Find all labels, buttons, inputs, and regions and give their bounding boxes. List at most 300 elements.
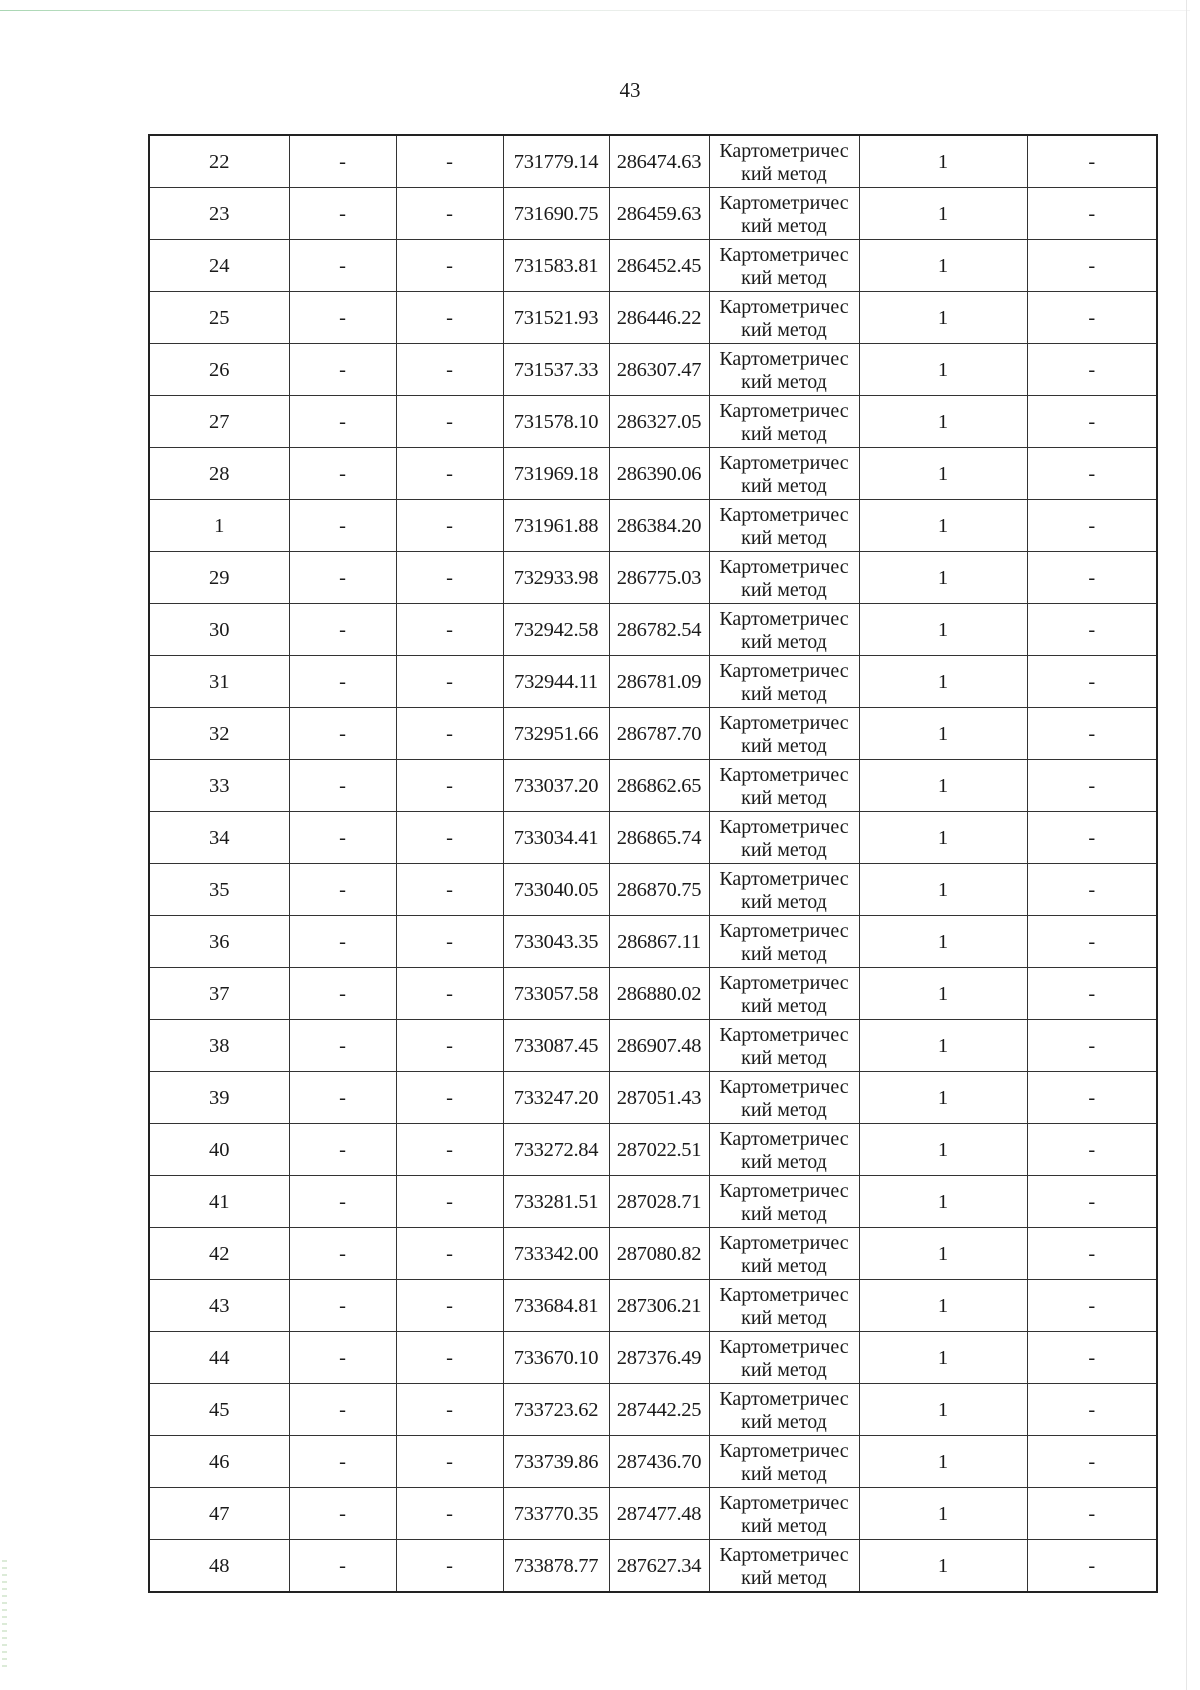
cell-coordinate-x: 733040.05	[503, 864, 609, 916]
table-row	[149, 448, 1157, 500]
cell-precision: 1	[859, 1436, 1027, 1488]
cell-column-9: -	[1027, 552, 1157, 604]
cell-column-2: -	[289, 135, 396, 188]
cell-column-2: -	[289, 708, 396, 760]
cell-point-number: 37	[149, 968, 289, 1020]
method-line-2: кий метод	[741, 1254, 827, 1277]
cell-column-3: -	[396, 1124, 503, 1176]
cell-column-2: -	[289, 864, 396, 916]
method-line-2: кий метод	[741, 1150, 827, 1173]
method-line-1: Картометричес	[719, 139, 849, 162]
table-row	[149, 760, 1157, 812]
cell-column-9: -	[1027, 240, 1157, 292]
page-number: 43	[619, 78, 641, 102]
cell-column-9: -	[1027, 1072, 1157, 1124]
cell-column-2: -	[289, 500, 396, 552]
method-line-1: Картометричес	[719, 1179, 849, 1202]
cell-point-number: 25	[149, 292, 289, 344]
method-line-1: Картометричес	[719, 607, 849, 630]
cell-column-9: -	[1027, 916, 1157, 968]
method-line-2: кий метод	[741, 1462, 827, 1485]
cell-column-2: -	[289, 552, 396, 604]
method-line-2: кий метод	[741, 942, 827, 965]
cell-column-3: -	[396, 1384, 503, 1436]
method-line-1: Картометричес	[719, 555, 849, 578]
cell-point-number: 23	[149, 188, 289, 240]
scan-edge-left	[2, 1560, 7, 1670]
cell-method	[709, 1020, 859, 1072]
cell-column-3: -	[396, 1488, 503, 1540]
cell-column-9: -	[1027, 760, 1157, 812]
method-line-2: кий метод	[741, 266, 827, 289]
method-line-2: кий метод	[741, 1202, 827, 1225]
cell-precision: 1	[859, 968, 1027, 1020]
cell-method	[709, 1280, 859, 1332]
cell-column-3: -	[396, 552, 503, 604]
cell-column-2: -	[289, 292, 396, 344]
cell-column-9: -	[1027, 812, 1157, 864]
cell-column-9: -	[1027, 864, 1157, 916]
table-row	[149, 552, 1157, 604]
cell-column-9: -	[1027, 344, 1157, 396]
cell-coordinate-y: 286390.06	[609, 448, 709, 500]
cell-method	[709, 1332, 859, 1384]
method-line-2: кий метод	[741, 1098, 827, 1121]
cell-coordinate-x: 731969.18	[503, 448, 609, 500]
cell-column-2: -	[289, 604, 396, 656]
table-row	[149, 500, 1157, 552]
cell-column-3: -	[396, 135, 503, 188]
cell-coordinate-x: 731779.14	[503, 135, 609, 188]
cell-coordinate-y: 286452.45	[609, 240, 709, 292]
cell-coordinate-x: 733342.00	[503, 1228, 609, 1280]
cell-coordinate-y: 287028.71	[609, 1176, 709, 1228]
method-line-1: Картометричес	[719, 1491, 849, 1514]
cell-column-2: -	[289, 1384, 396, 1436]
cell-column-9: -	[1027, 1228, 1157, 1280]
cell-method	[709, 500, 859, 552]
cell-point-number: 38	[149, 1020, 289, 1072]
cell-coordinate-x: 732951.66	[503, 708, 609, 760]
cell-coordinate-x: 731521.93	[503, 292, 609, 344]
cell-point-number: 41	[149, 1176, 289, 1228]
cell-method	[709, 708, 859, 760]
cell-precision: 1	[859, 1540, 1027, 1593]
cell-precision: 1	[859, 1176, 1027, 1228]
cell-column-3: -	[396, 1020, 503, 1072]
cell-coordinate-y: 287477.48	[609, 1488, 709, 1540]
cell-column-9: -	[1027, 604, 1157, 656]
cell-coordinate-x: 731583.81	[503, 240, 609, 292]
cell-point-number: 43	[149, 1280, 289, 1332]
table-row	[149, 1436, 1157, 1488]
cell-coordinate-x: 733723.62	[503, 1384, 609, 1436]
cell-method	[709, 1176, 859, 1228]
table-row	[149, 1332, 1157, 1384]
table-row	[149, 135, 1157, 188]
method-line-1: Картометричес	[719, 347, 849, 370]
method-line-2: кий метод	[741, 214, 827, 237]
table-row	[149, 1280, 1157, 1332]
cell-column-3: -	[396, 1228, 503, 1280]
cell-coordinate-y: 286775.03	[609, 552, 709, 604]
method-line-2: кий метод	[741, 734, 827, 757]
method-line-2: кий метод	[741, 1358, 827, 1381]
cell-point-number: 35	[149, 864, 289, 916]
cell-column-9: -	[1027, 1280, 1157, 1332]
cell-coordinate-y: 286307.47	[609, 344, 709, 396]
cell-precision: 1	[859, 292, 1027, 344]
cell-method	[709, 396, 859, 448]
method-line-1: Картометричес	[719, 971, 849, 994]
cell-point-number: 30	[149, 604, 289, 656]
cell-coordinate-y: 287442.25	[609, 1384, 709, 1436]
table-row	[149, 916, 1157, 968]
cell-point-number: 48	[149, 1540, 289, 1593]
method-line-1: Картометричес	[719, 1023, 849, 1046]
cell-method	[709, 1124, 859, 1176]
table-row	[149, 344, 1157, 396]
cell-column-3: -	[396, 1176, 503, 1228]
cell-coordinate-y: 287436.70	[609, 1436, 709, 1488]
cell-column-3: -	[396, 396, 503, 448]
cell-column-3: -	[396, 188, 503, 240]
cell-point-number: 36	[149, 916, 289, 968]
table-row	[149, 1488, 1157, 1540]
method-line-2: кий метод	[741, 1306, 827, 1329]
cell-precision: 1	[859, 135, 1027, 188]
cell-method	[709, 968, 859, 1020]
cell-column-9: -	[1027, 968, 1157, 1020]
cell-column-3: -	[396, 1072, 503, 1124]
cell-precision: 1	[859, 396, 1027, 448]
cell-column-2: -	[289, 448, 396, 500]
cell-point-number: 31	[149, 656, 289, 708]
cell-method	[709, 448, 859, 500]
cell-method	[709, 552, 859, 604]
cell-column-9: -	[1027, 292, 1157, 344]
table-row	[149, 396, 1157, 448]
cell-column-2: -	[289, 656, 396, 708]
cell-point-number: 39	[149, 1072, 289, 1124]
scan-edge-right	[1186, 0, 1187, 1690]
cell-point-number: 29	[149, 552, 289, 604]
cell-method	[709, 292, 859, 344]
cell-point-number: 33	[149, 760, 289, 812]
cell-method	[709, 1228, 859, 1280]
cell-method	[709, 1384, 859, 1436]
cell-precision: 1	[859, 708, 1027, 760]
cell-precision: 1	[859, 916, 1027, 968]
method-line-1: Картометричес	[719, 919, 849, 942]
table-row	[149, 968, 1157, 1020]
method-line-1: Картометричес	[719, 1387, 849, 1410]
cell-precision: 1	[859, 448, 1027, 500]
cell-coordinate-x: 733057.58	[503, 968, 609, 1020]
cell-coordinate-y: 286787.70	[609, 708, 709, 760]
cell-precision: 1	[859, 1332, 1027, 1384]
table-row	[149, 864, 1157, 916]
cell-coordinate-y: 287080.82	[609, 1228, 709, 1280]
cell-column-9: -	[1027, 188, 1157, 240]
table-row	[149, 188, 1157, 240]
cell-coordinate-y: 287376.49	[609, 1332, 709, 1384]
cell-coordinate-y: 286384.20	[609, 500, 709, 552]
cell-column-2: -	[289, 1332, 396, 1384]
cell-point-number: 1	[149, 500, 289, 552]
table-row	[149, 1384, 1157, 1436]
cell-point-number: 40	[149, 1124, 289, 1176]
cell-method	[709, 1436, 859, 1488]
table-row	[149, 1540, 1157, 1593]
cell-column-3: -	[396, 864, 503, 916]
table-row	[149, 240, 1157, 292]
cell-coordinate-y: 286474.63	[609, 135, 709, 188]
cell-point-number: 42	[149, 1228, 289, 1280]
cell-coordinate-x: 732933.98	[503, 552, 609, 604]
method-line-2: кий метод	[741, 318, 827, 341]
cell-precision: 1	[859, 604, 1027, 656]
cell-coordinate-y: 287022.51	[609, 1124, 709, 1176]
cell-method	[709, 135, 859, 188]
table-row	[149, 708, 1157, 760]
cell-coordinate-x: 733739.86	[503, 1436, 609, 1488]
cell-coordinate-x: 733281.51	[503, 1176, 609, 1228]
cell-column-3: -	[396, 1540, 503, 1593]
cell-coordinate-y: 286781.09	[609, 656, 709, 708]
cell-precision: 1	[859, 812, 1027, 864]
method-line-1: Картометричес	[719, 1543, 849, 1566]
cell-method	[709, 1488, 859, 1540]
cell-method	[709, 916, 859, 968]
method-line-1: Картометричес	[719, 1231, 849, 1254]
cell-column-3: -	[396, 292, 503, 344]
cell-column-2: -	[289, 1436, 396, 1488]
table-row	[149, 1124, 1157, 1176]
cell-column-2: -	[289, 916, 396, 968]
cell-column-9: -	[1027, 1384, 1157, 1436]
method-line-2: кий метод	[741, 162, 827, 185]
table-row	[149, 1228, 1157, 1280]
method-line-2: кий метод	[741, 994, 827, 1017]
method-line-1: Картометричес	[719, 1439, 849, 1462]
cell-column-9: -	[1027, 1124, 1157, 1176]
cell-point-number: 27	[149, 396, 289, 448]
cell-column-2: -	[289, 344, 396, 396]
method-line-2: кий метод	[741, 526, 827, 549]
method-line-1: Картометричес	[719, 503, 849, 526]
cell-method	[709, 604, 859, 656]
method-line-1: Картометричес	[719, 659, 849, 682]
cell-column-9: -	[1027, 396, 1157, 448]
cell-column-9: -	[1027, 135, 1157, 188]
cell-coordinate-y: 286907.48	[609, 1020, 709, 1072]
cell-precision: 1	[859, 1124, 1027, 1176]
method-line-2: кий метод	[741, 422, 827, 445]
cell-method	[709, 864, 859, 916]
cell-column-2: -	[289, 1228, 396, 1280]
cell-coordinate-x: 733087.45	[503, 1020, 609, 1072]
cell-coordinate-y: 286446.22	[609, 292, 709, 344]
method-line-2: кий метод	[741, 890, 827, 913]
cell-column-3: -	[396, 1332, 503, 1384]
cell-column-3: -	[396, 1436, 503, 1488]
cell-precision: 1	[859, 240, 1027, 292]
method-line-2: кий метод	[741, 1046, 827, 1069]
cell-column-9: -	[1027, 448, 1157, 500]
method-line-1: Картометричес	[719, 399, 849, 422]
cell-point-number: 45	[149, 1384, 289, 1436]
cell-coordinate-y: 287627.34	[609, 1540, 709, 1593]
cell-method	[709, 1072, 859, 1124]
cell-column-3: -	[396, 656, 503, 708]
cell-coordinate-y: 286327.05	[609, 396, 709, 448]
cell-precision: 1	[859, 188, 1027, 240]
table-body	[149, 135, 1157, 1592]
method-line-1: Картометричес	[719, 763, 849, 786]
cell-column-3: -	[396, 344, 503, 396]
method-line-1: Картометричес	[719, 1127, 849, 1150]
cell-coordinate-y: 286870.75	[609, 864, 709, 916]
method-line-2: кий метод	[741, 370, 827, 393]
cell-method	[709, 188, 859, 240]
cell-column-2: -	[289, 1020, 396, 1072]
cell-coordinate-x: 733272.84	[503, 1124, 609, 1176]
cell-column-2: -	[289, 1072, 396, 1124]
method-line-2: кий метод	[741, 838, 827, 861]
cell-column-3: -	[396, 240, 503, 292]
cell-coordinate-y: 286867.11	[609, 916, 709, 968]
cell-coordinate-y: 287051.43	[609, 1072, 709, 1124]
cell-column-2: -	[289, 1488, 396, 1540]
table-row	[149, 292, 1157, 344]
table-row	[149, 604, 1157, 656]
cell-coordinate-x: 731537.33	[503, 344, 609, 396]
cell-coordinate-x: 733034.41	[503, 812, 609, 864]
cell-precision: 1	[859, 1488, 1027, 1540]
cell-coordinate-x: 732944.11	[503, 656, 609, 708]
cell-coordinate-x: 733670.10	[503, 1332, 609, 1384]
method-line-1: Картометричес	[719, 295, 849, 318]
cell-column-2: -	[289, 1540, 396, 1593]
scan-edge-top	[0, 10, 1190, 11]
cell-coordinate-y: 286459.63	[609, 188, 709, 240]
cell-coordinate-x: 731961.88	[503, 500, 609, 552]
cell-coordinate-y: 286880.02	[609, 968, 709, 1020]
method-line-1: Картометричес	[719, 711, 849, 734]
cell-precision: 1	[859, 1228, 1027, 1280]
cell-point-number: 44	[149, 1332, 289, 1384]
cell-point-number: 28	[149, 448, 289, 500]
cell-precision: 1	[859, 552, 1027, 604]
cell-column-2: -	[289, 1280, 396, 1332]
cell-coordinate-x: 731578.10	[503, 396, 609, 448]
cell-method	[709, 240, 859, 292]
cell-column-3: -	[396, 916, 503, 968]
cell-point-number: 32	[149, 708, 289, 760]
cell-column-2: -	[289, 760, 396, 812]
cell-point-number: 26	[149, 344, 289, 396]
cell-method	[709, 812, 859, 864]
cell-column-9: -	[1027, 1436, 1157, 1488]
method-line-1: Картометричес	[719, 815, 849, 838]
cell-column-3: -	[396, 604, 503, 656]
method-line-2: кий метод	[741, 474, 827, 497]
cell-column-9: -	[1027, 500, 1157, 552]
cell-point-number: 34	[149, 812, 289, 864]
cell-column-2: -	[289, 1176, 396, 1228]
cell-method	[709, 760, 859, 812]
cell-precision: 1	[859, 1020, 1027, 1072]
method-line-2: кий метод	[741, 682, 827, 705]
cell-precision: 1	[859, 1384, 1027, 1436]
cell-point-number: 46	[149, 1436, 289, 1488]
table-row	[149, 1072, 1157, 1124]
method-line-2: кий метод	[741, 786, 827, 809]
method-line-2: кий метод	[741, 1410, 827, 1433]
cell-coordinate-x: 733037.20	[503, 760, 609, 812]
cell-column-2: -	[289, 188, 396, 240]
method-line-2: кий метод	[741, 1514, 827, 1537]
method-line-1: Картометричес	[719, 451, 849, 474]
cell-precision: 1	[859, 864, 1027, 916]
cell-coordinate-y: 286865.74	[609, 812, 709, 864]
cell-column-9: -	[1027, 1020, 1157, 1072]
table-row	[149, 656, 1157, 708]
method-line-1: Картометричес	[719, 867, 849, 890]
cell-column-3: -	[396, 448, 503, 500]
cell-point-number: 24	[149, 240, 289, 292]
cell-column-9: -	[1027, 1176, 1157, 1228]
cell-coordinate-x: 733247.20	[503, 1072, 609, 1124]
table-row	[149, 812, 1157, 864]
cell-coordinate-x: 733770.35	[503, 1488, 609, 1540]
cell-column-9: -	[1027, 1488, 1157, 1540]
cell-column-3: -	[396, 500, 503, 552]
cell-column-2: -	[289, 812, 396, 864]
cell-point-number: 22	[149, 135, 289, 188]
method-line-2: кий метод	[741, 578, 827, 601]
cell-column-2: -	[289, 1124, 396, 1176]
cell-coordinate-x: 731690.75	[503, 188, 609, 240]
cell-coordinate-x: 732942.58	[503, 604, 609, 656]
cell-column-2: -	[289, 240, 396, 292]
cell-precision: 1	[859, 1280, 1027, 1332]
method-line-2: кий метод	[741, 1566, 827, 1589]
cell-column-3: -	[396, 760, 503, 812]
cell-method	[709, 344, 859, 396]
table-row	[149, 1020, 1157, 1072]
cell-column-3: -	[396, 812, 503, 864]
cell-coordinate-x: 733684.81	[503, 1280, 609, 1332]
cell-column-2: -	[289, 968, 396, 1020]
coordinates-table	[148, 134, 1158, 1593]
cell-precision: 1	[859, 344, 1027, 396]
cell-coordinate-y: 286782.54	[609, 604, 709, 656]
cell-precision: 1	[859, 760, 1027, 812]
cell-point-number: 47	[149, 1488, 289, 1540]
cell-column-9: -	[1027, 656, 1157, 708]
method-line-2: кий метод	[741, 630, 827, 653]
table-row	[149, 1176, 1157, 1228]
cell-method	[709, 656, 859, 708]
cell-coordinate-y: 286862.65	[609, 760, 709, 812]
cell-column-9: -	[1027, 708, 1157, 760]
cell-column-3: -	[396, 968, 503, 1020]
cell-precision: 1	[859, 656, 1027, 708]
cell-column-3: -	[396, 1280, 503, 1332]
cell-column-9: -	[1027, 1332, 1157, 1384]
